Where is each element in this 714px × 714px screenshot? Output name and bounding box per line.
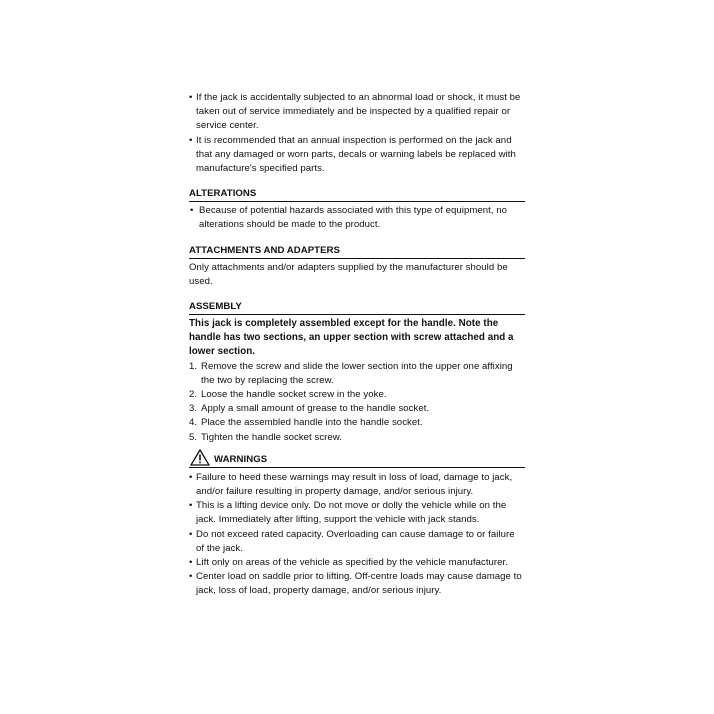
step-number: 1. (189, 360, 198, 372)
bullet-text: Failure to heed these warnings may result in loss of load, damage to jack, and/or failure resulting in property damage, and/or serious injury. (196, 471, 513, 498)
bullet-mark: • (190, 205, 194, 217)
assembly-intro: This jack is completely assembled except for the handle. Note the handle has two sections, an upper section with screw attached and a lower section. (189, 318, 514, 358)
step-number: 2. (189, 389, 198, 401)
step-number: 3. (189, 403, 198, 415)
assembly-steps (189, 360, 525, 445)
step-number: 4. (189, 417, 198, 429)
list-item (189, 431, 525, 445)
bullet-mark: • (189, 571, 193, 583)
list-item (189, 91, 525, 134)
section-heading-alterations: ALTERATIONS (189, 188, 525, 202)
step-text: Remove the screw and slide the lower section into the upper one affixing the two by replacing the screw. (201, 360, 513, 386)
bullet-text: Because of potential hazards associated with this type of equipment, no alterations should be made to the product. (199, 205, 508, 231)
step-number: 5. (189, 431, 198, 443)
warnings-heading-text: WARNINGS (214, 453, 268, 465)
step-text: Loose the handle socket screw in the yoke. (201, 389, 387, 401)
list-item (189, 388, 525, 402)
bullet-text: Do not exceed rated capacity. Overloading can cause damage to or failure of the jack. (196, 528, 515, 554)
bullet-mark: • (189, 92, 193, 103)
list-item (189, 402, 525, 416)
warnings-list (189, 471, 525, 599)
step-text: Apply a small amount of grease to the handle socket. (201, 403, 430, 415)
intro-bullet-list (189, 91, 525, 176)
step-text: Place the assembled handle into the handle socket. (201, 417, 423, 429)
bullet-mark: • (189, 500, 193, 512)
bullet-mark: • (189, 528, 193, 540)
attachments-text: Only attachments and/or adapters supplied by the manufacturer should be used. (189, 261, 508, 287)
list-item (189, 528, 525, 556)
bullet-mark: • (189, 134, 193, 146)
list-item (189, 556, 525, 570)
list-item (189, 204, 525, 232)
section-heading-warnings (189, 449, 525, 468)
list-item (189, 499, 525, 527)
bullet-text: Center load on saddle prior to lifting. Off-centre loads may cause damage to jack, loss of load, property damage, and/or serious injury. (196, 571, 522, 597)
list-item (189, 134, 525, 177)
bullet-mark: • (189, 471, 193, 483)
bullet-text: It is recommended that an annual inspection is performed on the jack and that any damaged or worn parts, decals or warning labels be replaced with manufacture's specified parts. (196, 134, 516, 175)
warning-triangle-icon (190, 449, 210, 466)
list-item (189, 360, 525, 388)
bullet-mark: • (189, 557, 193, 569)
bullet-text: This is a lifting device only. Do not move or dolly the vehicle while on the jack. Immediately after lifting, support the vehicle with jack stands. (196, 500, 507, 526)
section-heading-assembly: ASSEMBLY (189, 301, 525, 315)
bullet-text: Lift only on areas of the vehicle as specified by the vehicle manufacturer. (196, 557, 508, 569)
list-item (189, 471, 525, 499)
bullet-text: If the jack is accidentally subjected to an abnormal load or shock, it must be taken out of service immediately and be inspected by a qualified repair or service center. (196, 92, 521, 132)
alterations-list (189, 204, 525, 232)
list-item (189, 570, 525, 598)
list-item (189, 416, 525, 430)
section-heading-attachments: ATTACHMENTS AND ADAPTERS (189, 245, 525, 259)
manual-page (189, 91, 525, 599)
step-text: Tighten the handle socket screw. (201, 431, 342, 443)
